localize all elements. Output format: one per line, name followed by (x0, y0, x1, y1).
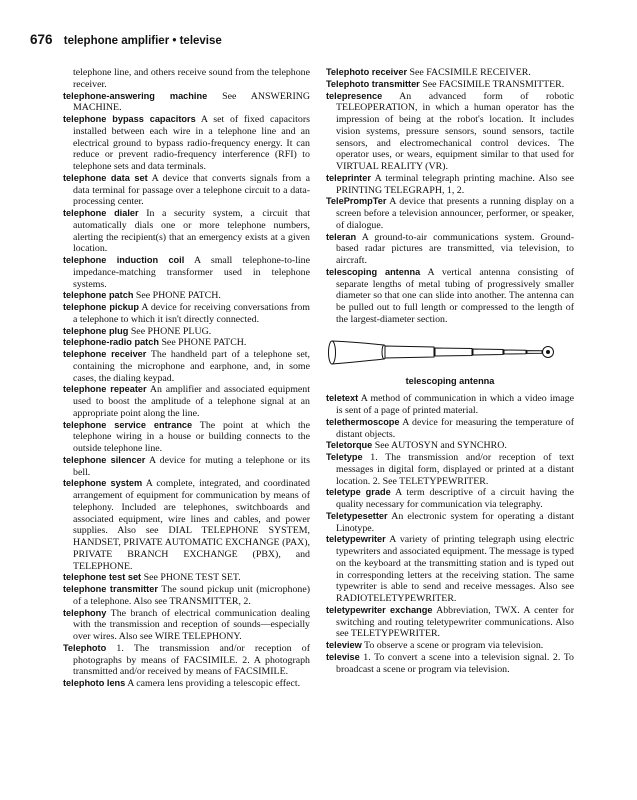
entry-definition: A terminal telegraph printing machine. Also see PRINTING TELEGRAPH, 1, 2. (336, 172, 574, 196)
entry-definition: See FACSIMILE TRANSMITTER. (422, 78, 565, 90)
entry-headword: Teletorque (326, 440, 373, 451)
dictionary-entry (326, 79, 574, 91)
entry-definition: See FACSIMILE RECEIVER. (409, 67, 531, 78)
entry-definition: See PHONE PLUG. (130, 325, 212, 337)
right-column (326, 67, 574, 675)
left-column (63, 67, 310, 690)
entry-definition: A device that converts signals from a data terminal for passage over a telephone circuit to a data-processing center. (73, 172, 310, 208)
dictionary-entry (326, 173, 574, 197)
dictionary-entry (63, 208, 310, 255)
dictionary-entry (63, 349, 310, 384)
entry-definition: A complete, integrated, and coordinated arrangement of equipment for communication by means of telephony. Included are telephones, switchboards and associated equipment, wire lines and cables, and power supplies. Also see DIAL TELEPHONE SYSTEM, HANDSET, PRIVATE AUTOMATIC EXCHANGE (PAX), PRIVATE BRANCH EXCHANGE (PBX), and TELEPHONE. (73, 478, 310, 572)
entry-headword: teleprinter (326, 172, 371, 183)
entry-definition: A set of fixed capacitors installed between each wire in a telephone line and an electrical ground to bypass radio-frequency energy. It can reduce or prevent radio-frequency interference (RFI) to telephone sets and data terminals. (73, 114, 310, 172)
entry-headword: telepresence (326, 90, 383, 101)
entry-headword: teleran (326, 231, 357, 242)
entry-headword: Teletype (326, 452, 363, 462)
dictionary-entry (326, 267, 574, 326)
entry-definition: 1. The transmission and/or reception of photographs by means of FACSIMILE. 2. A photograph transmitted and/or received by means of FACSIMILE. (73, 642, 311, 678)
entry-headword: telephone patch (63, 290, 134, 301)
entry-definition: 1. To convert a scene into a television signal. 2. To broadcast a scene or program via television. (336, 651, 574, 675)
entry-definition: A camera lens providing a telescopic effect. (127, 678, 301, 689)
entry-headword: Telephoto receiver (326, 67, 408, 77)
dictionary-entry (63, 643, 310, 678)
entry-headword: TelePrompTer (326, 196, 387, 207)
dictionary-entry (326, 232, 574, 267)
figure-caption: telescoping antenna (405, 375, 495, 386)
dictionary-entry (63, 255, 310, 290)
dictionary-entry (63, 478, 310, 572)
entry-headword: teletypewriter exchange (326, 604, 433, 615)
dictionary-entry (326, 393, 574, 417)
entry-definition: See ANSWERING MACHINE. (73, 90, 311, 114)
entry-definition: The point at which the telephone wiring in a house or building connects to the outside telephone line. (73, 419, 311, 454)
entry-headword: telescoping antenna (326, 266, 421, 277)
dictionary-entry (63, 584, 310, 608)
dictionary-entry (326, 605, 574, 640)
entry-definition: See PHONE TEST SET. (143, 572, 241, 584)
page-header (30, 32, 597, 47)
page-number: 676 (30, 32, 53, 47)
entry-headword: teletext (326, 393, 359, 404)
entry-headword: telephoto lens (63, 678, 126, 688)
entry-definition: To observe a scene or program via television. (364, 640, 544, 651)
entry-definition: 1. The transmission and/or reception of text messages in digital form, displayed or printed at a distant location. 2. See TELETYPEWRITER. (336, 452, 574, 487)
entry-definition: The branch of electrical communication dealing with the transmission and reception of sounds—especially over wires. Also see WIRE TELEPHONY. (73, 607, 310, 642)
entry-definition: See PHONE PATCH. (161, 337, 247, 349)
dictionary-entry (63, 91, 310, 115)
telescoping-antenna-illustration (328, 334, 568, 372)
entry-definition: A term descriptive of a circuit having the quality necessary for communication via telegraphy. (336, 487, 575, 510)
dictionary-entry (326, 196, 574, 231)
entry-headword: telephone-radio patch (63, 337, 159, 348)
entry-headword: teletypewriter (326, 534, 386, 545)
dictionary-entry (326, 452, 574, 487)
dictionary-entry (63, 608, 310, 643)
entry-headword: telephone transmitter (63, 584, 158, 594)
entry-headword: teletype grade (326, 487, 391, 498)
entry-headword: telephone receiver (63, 349, 147, 359)
entry-definition: See PHONE PATCH. (135, 290, 221, 302)
dictionary-entry (326, 511, 574, 535)
entry-headword: telephone silencer (63, 454, 146, 465)
right-column-bottom-entries (326, 393, 574, 675)
entry-headword: Teletypesetter (326, 510, 388, 521)
dictionary-entry (63, 678, 310, 690)
entry-definition: The sound pickup unit (microphone) of a telephone. Also see TRANSMITTER, 2. (73, 584, 311, 607)
entry-headword: teleview (326, 640, 362, 650)
entry-definition: See AUTOSYN and SYNCHRO. (374, 440, 507, 452)
entry-headword: telephone data set (63, 172, 148, 183)
entry-headword: telephone test set (63, 572, 142, 583)
dictionary-entry (63, 67, 310, 91)
entry-definition: An amplifier and associated equipment used to boost the amplitude of a telephone signal at an appropriate point along the line. (73, 384, 310, 419)
entry-headword: Telephoto transmitter (326, 78, 420, 89)
entry-headword: telephone repeater (63, 384, 147, 395)
entry-definition: The handheld part of a telephone set, containing the microphone and earphone, and, in some cases, the dialing keypad. (73, 349, 310, 384)
dictionary-entry (326, 417, 574, 441)
entry-headword: telephone bypass capacitors (63, 114, 196, 124)
entry-definition: In a security system, a circuit that automatically dials one or more telephone numbers, alerting the recipient(s) that an emergency exists at a given location. (73, 208, 310, 255)
entry-definition: A device for measuring the temperature of distant objects. (336, 416, 574, 440)
dictionary-entry (63, 337, 310, 349)
dictionary-entry (63, 114, 310, 173)
entry-headword: telephone pickup (63, 302, 139, 312)
entry-headword: telethermoscope (326, 416, 400, 427)
entry-headword: telephone induction coil (63, 255, 185, 265)
entry-headword: telephony (63, 607, 107, 618)
entry-definition: A small telephone-to-line impedance-matching transformer used in telephone systems. (73, 255, 310, 290)
entry-definition: A device for muting a telephone or its bell. (73, 454, 310, 478)
dictionary-entry (63, 455, 310, 479)
dictionary-entry (63, 420, 310, 455)
entry-definition: A vertical antenna consisting of separate lengths of metal tubing of progressively smaller diameter so that one can slide into another. The antenna can be pulled out to full length or compressed to the length of the largest-diameter section. (336, 266, 574, 325)
entry-definition: A variety of printing telegraph using electric typewriters and associated equipment. The message is typed on the keyboard at the transmitting station and is typed out in corresponding letters at the receiving station. The same typewriter is able to send and receive messages. Also see RADIOTELETYPEWRITER. (336, 534, 574, 604)
dictionary-entry (63, 290, 310, 302)
entry-definition: A device that presents a running display on a screen before a television announcer, performer, or speaker, of dialogue. (336, 196, 574, 231)
entry-definition: A method of communication in which a video image is sent of a page of printed material. (336, 393, 574, 416)
entry-definition: A ground-to-air communications system. Ground-based radar pictures are transmitted, via television, to aircraft. (336, 231, 574, 266)
entry-headword: televise (326, 651, 360, 662)
dictionary-entry (326, 91, 574, 173)
dictionary-entry (63, 572, 310, 584)
entry-definition: A device for receiving conversations from a telephone to which it isn't directly connected. (73, 302, 310, 325)
entry-headword: telephone plug (63, 325, 129, 336)
entry-definition: An advanced form of robotic TELEOPERATION, in which a human operator has the impression of being at the robot's location. It includes vision systems, pressure sensors, sound sensors, tactile sensors, and electromechanical control devices. The operator uses, or wears, equipment similar to that used for VIRTUAL REALITY (VR). (336, 90, 574, 172)
entry-headword: Telephoto (63, 642, 107, 653)
dictionary-entry (63, 302, 310, 326)
entry-definition: An electronic system for operating a distant Linotype. (336, 510, 574, 534)
dictionary-entry (326, 640, 574, 652)
dictionary-entry (63, 326, 310, 338)
running-title: telephone amplifier • televise (63, 35, 222, 47)
dictionary-entry (326, 534, 574, 605)
entry-headword: telephone-answering machine (63, 90, 208, 101)
right-column-top-entries (326, 67, 574, 326)
entry-definition: Abbreviation, TWX. A center for switching and routing teletypewriter communications. Also see TELETYPEWRITER. (336, 604, 574, 640)
entry-headword: telephone system (63, 478, 143, 489)
entry-headword: telephone dialer (63, 208, 139, 218)
figure (326, 334, 574, 388)
dictionary-entry (63, 384, 310, 419)
entry-headword: telephone service entrance (63, 419, 193, 430)
entry-definition: telephone line, and others receive sound from the telephone receiver. (73, 67, 310, 90)
dictionary-entry (326, 440, 574, 452)
dictionary-entry (326, 652, 574, 676)
dictionary-entry (326, 487, 574, 511)
dictionary-entry (326, 67, 574, 79)
dictionary-entry (63, 173, 310, 208)
